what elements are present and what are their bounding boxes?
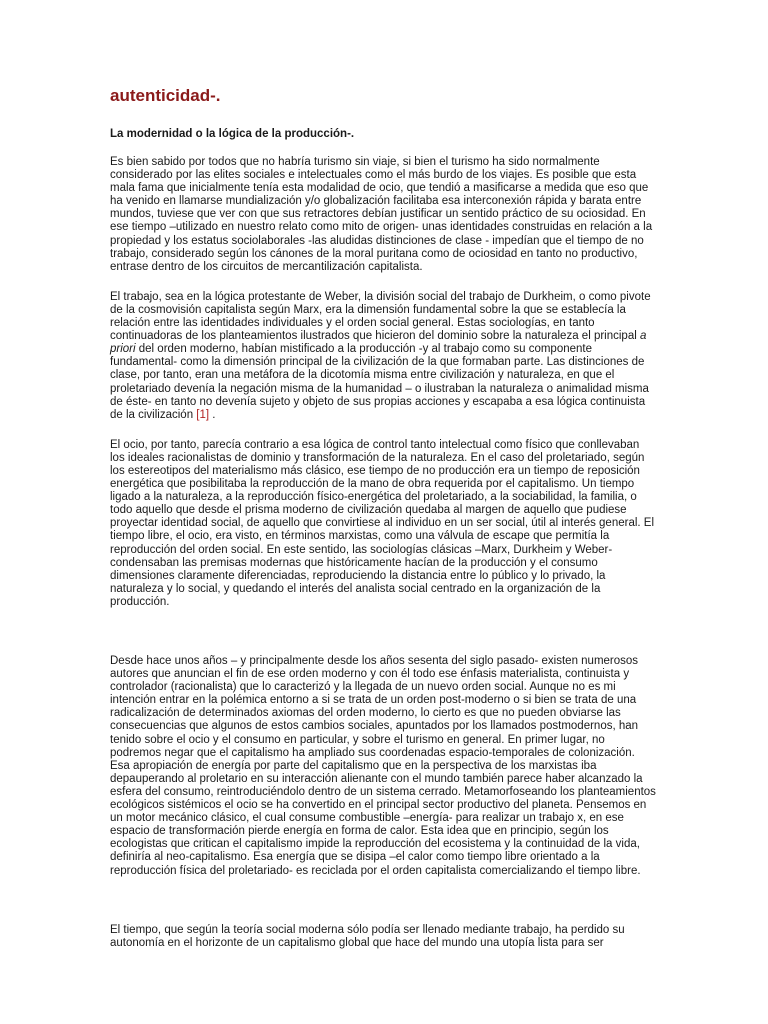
- paragraph-5: El tiempo, que según la teoría social moderna sólo podía ser llenado mediante trabajo, ha perdido su autonomía en el horizonte de un capitalismo global que hace del mundo una utopía lista para ser: [110, 923, 625, 949]
- paragraph-4: Desde hace unos años – y principalmente desde los años sesenta del siglo pasado- existen numerosos autores que anuncian el fin de ese orden moderno y con él todo ese énfasis materialista, continuista y controlador (racionalista) que lo caracterizó y la llegada de un nuevo orden social. Aunque no es mi intención entrar en la polémica entorno a si se trata de un orden post-moderno o si bien se trata de una radicalización de determinados axiomas del orden moderno, lo cierto es que no pueden obviarse las consecuencias que algunos de estos cambios sociales, apuntados por los llamados postmodernos, han tenido sobre el ocio y el consumo en particular, y sobre el turismo en general. En primer lugar, no podremos negar que el capitalismo ha ampliado sus coordenadas espacio-temporales de colonización. Esa apropiación de energía por parte del capitalismo que en la perspectiva de los marxistas iba depauperando al proletario en su interacción alienante con el mundo también parece haber alcanzado la esfera del consumo, reintroduciéndolo dentro de un sistema cerrado. Metamorfoseando los planteamientos ecológicos sistémicos el ocio se ha convertido en el principal sector productivo del planeta. Pensemos en un motor mecánico clásico, el cual consume combustible –energía- para realizar un trabajo x, en ese espacio de transformación pierde energía en forma de calor. Esta idea que en principio, según los ecologistas que critican el capitalismo impide la reproducción del ecosistema y la continuidad de la vida, definiría al neo-capitalismo. Esa energía que se disipa –el calor como tiempo libre orientado a la reproducción física del proletariado- es reciclada por el orden capitalista comercializando el tiempo libre.: [110, 655, 656, 877]
- paragraph-3: El ocio, por tanto, parecía contrario a esa lógica de control tanto intelectual como físico que conllevaban los ideales racionalistas de dominio y transformación de la naturaleza. En el caso del proletariado, según los estereotipos del materialismo más clásico, ese tiempo de no producción era un tiempo de reposición energética que posibilitaba la reproducción de la mano de obra requerida por el capitalismo. Un tiempo ligado a la naturaleza, a la reproducción físico-energética del proletariado, a la sociabilidad, la familia, o todo aquello que desde el prisma moderno de civilización quedaba al margen de aquello que pudiese proyectar identidad social, de aquello que convirtiese al individuo en un ser social, útil al interés general. El tiempo libre, el ocio, era visto, en términos marxistas, como una válvula de escape que permitía la reproducción del orden social. En este sentido, las sociologías clásicas –Marx, Durkheim y Weber- condensaban las premisas modernas que históricamente hacían de la producción y el consumo dimensiones claramente diferenciadas, reproduciendo la distancia entre lo público y lo privado, la naturaleza y lo social, y quedando el interés del analista social centrado en la organización de la producción.: [110, 438, 655, 608]
- paragraph-2-end: .: [212, 408, 216, 421]
- paragraph-2-italic: a priori: [110, 330, 647, 356]
- footnote-link[interactable]: [1]: [193, 408, 213, 421]
- document-title: autenticidad-.: [110, 86, 221, 105]
- paragraph-1: Es bien sabido por todos que no habría turismo sin viaje, si bien el turismo ha sido normalmente considerado por las elites sociales e intelectuales como el más burdo de los viajes. Es posible que esta mala fama que inicialmente tenía esta modalidad de ocio, que tendió a masificarse a medida que eso que ha venido en llamarse mundialización y/o globalización facilitaba esa interconexión rápida y barata entre mundos, tuviese que ver con que sus retractores debían justificar un sentido práctico de su ociosidad. En ese tiempo –utilizado en nuestro relato como mito de origen- unas identidades construidas en relación a la propiedad y los estatus sociolaborales -las aludidas distinciones de clase - impedían que el tiempo de no trabajo, considerado según los cánones de la moral puritana como de ociosidad en tanto no productivo, entrase dentro de los circuitos de mercantilización capitalista.: [110, 156, 653, 273]
- document-page: [110, 86, 656, 950]
- paragraph-2-text-a: El trabajo, sea en la lógica protestante de Weber, la división social del trabajo de Durkheim, o como pivote de la cosmovisión capitalista según Marx, era la dimensión fundamental sobre la que se establecía la relación entre las identidades individuales y el orden social general. Estas sociologías, en tanto continuadoras de los planteamientos ilustrados que hicieron del dominio sobre la naturaleza el principal: [110, 290, 651, 343]
- section-heading: La modernidad o la lógica de la producción-.: [110, 128, 355, 140]
- paragraph-2: [110, 291, 656, 422]
- paragraph-2-text-b: del orden moderno, habían mistificado a la producción -y al trabajo como su componente fundamental- como la dimensión principal de la civilización de la que formaban parte. Las distinciones de clase, por tanto, eran una metáfora de la dicotomía misma entre civilización y naturaleza, en que el proletariado devenía la negación misma de la humanidad – o ilustraban la naturaleza o animalidad misma de éste- en tanto no devenía sujeto y objeto de sus propias acciones y escapaba a esa lógica continuista de la civilización: [110, 343, 649, 421]
